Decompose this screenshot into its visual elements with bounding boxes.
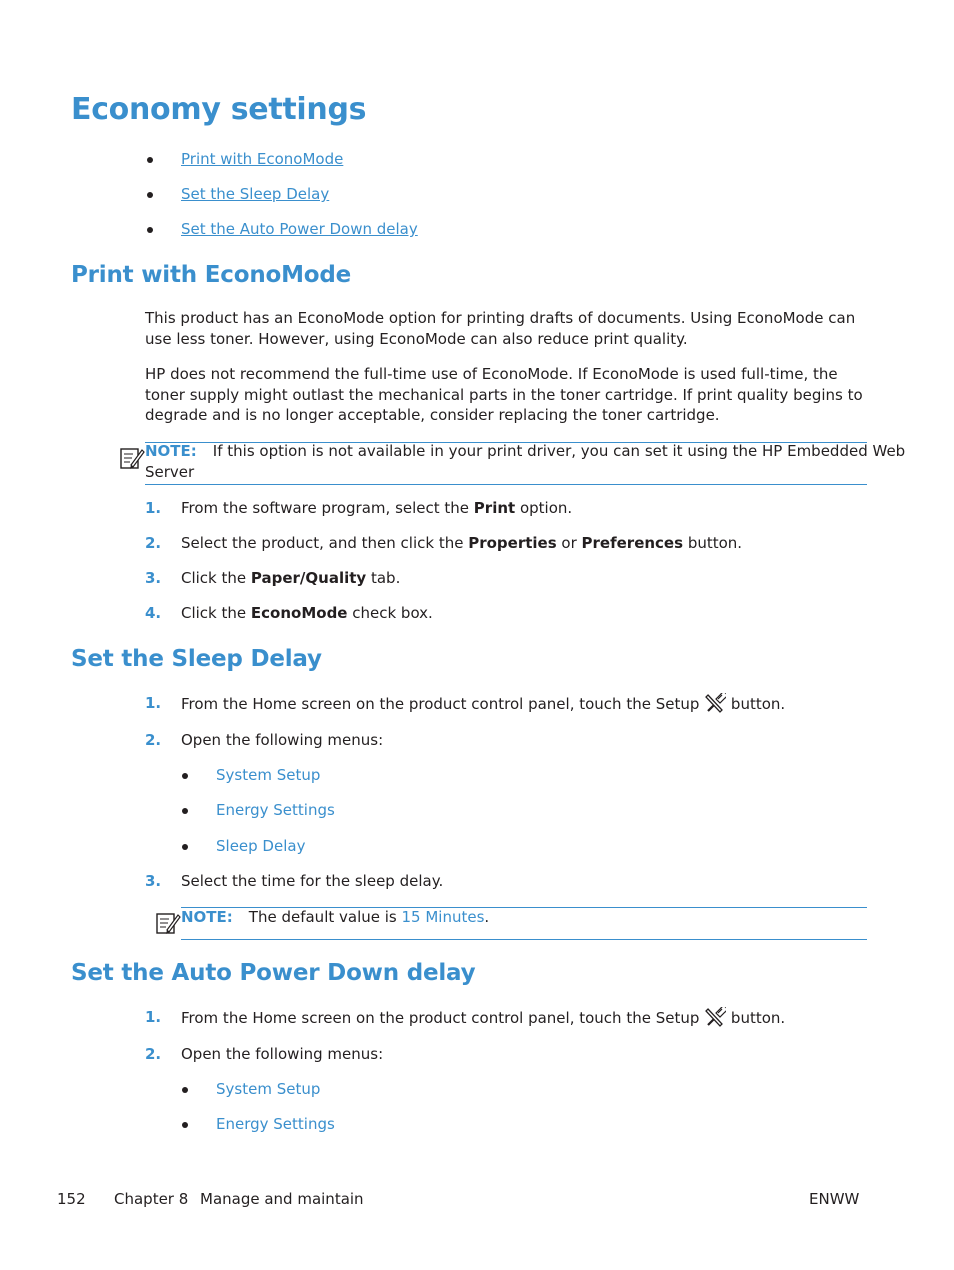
chapter-title: Manage and maintain <box>200 1190 364 1208</box>
page-number: 152 <box>57 1190 86 1208</box>
step-number: 1. <box>145 1008 162 1026</box>
bullet-icon <box>182 808 188 814</box>
menu-item-energy-settings: Energy Settings <box>216 801 335 819</box>
step-text: Select the product, and then click the Properties or Preferences button. <box>181 534 743 552</box>
bullet-icon <box>147 157 153 163</box>
note-line-2: Server <box>145 463 195 481</box>
page-title: Economy settings <box>71 92 367 127</box>
chapter-label: Chapter 8 <box>114 1190 189 1208</box>
note-bottom-rule <box>181 939 867 940</box>
setup-wrench-icon <box>704 693 726 713</box>
step-number: 2. <box>145 1045 162 1063</box>
note-line-1 <box>145 441 905 461</box>
step-number: 2. <box>145 731 162 749</box>
note-bottom-rule <box>145 484 867 485</box>
step-text: From the software program, select the Print option. <box>181 499 573 517</box>
menu-item-energy-settings: Energy Settings <box>216 1115 335 1133</box>
step-number: 3. <box>145 872 162 890</box>
bullet-icon <box>182 1087 188 1093</box>
economode-paragraph-1: This product has an EconoMode option for printing drafts of documents. Using EconoMode can use less toner. However, using EconoMode can also reduce print quality. <box>145 309 856 348</box>
step-number: 1. <box>145 694 162 712</box>
step-text: Click the Paper/Quality tab. <box>181 569 401 587</box>
note-line: NOTE: The default value is 15 Minutes. <box>181 908 490 926</box>
bullet-icon <box>147 192 153 198</box>
note-label: NOTE: <box>145 442 197 460</box>
step-text: From the Home screen on the product control panel, touch the Setup button. <box>181 693 785 714</box>
bullet-icon <box>182 773 188 779</box>
note-icon <box>119 445 145 471</box>
footer-enww: ENWW <box>809 1190 860 1208</box>
toc-link-economode[interactable]: Print with EconoMode <box>181 150 344 168</box>
step-text: From the Home screen on the product control panel, touch the Setup button. <box>181 1007 785 1028</box>
section-heading-sleep-delay: Set the Sleep Delay <box>71 646 322 672</box>
setup-wrench-icon <box>704 1007 726 1027</box>
default-value: 15 Minutes <box>401 908 485 926</box>
menu-item-system-setup: System Setup <box>216 766 321 784</box>
economode-paragraph-2: HP does not recommend the full-time use of EconoMode. If EconoMode is used full-time, the toner supply might outlast the mechanical parts in the toner cartridge. If print quality begins to degrade and is no longer acceptable, consider replacing the toner cartridge. <box>145 365 863 424</box>
section-heading-auto-power-down: Set the Auto Power Down delay <box>71 960 476 986</box>
toc-link-auto-power-down[interactable]: Set the Auto Power Down delay <box>181 220 418 238</box>
step-text: Select the time for the sleep delay. <box>181 872 444 890</box>
bullet-icon <box>182 1122 188 1128</box>
toc-link-sleep-delay[interactable]: Set the Sleep Delay <box>181 185 330 203</box>
bullet-icon <box>182 844 188 850</box>
step-number: 4. <box>145 604 162 622</box>
menu-item-system-setup: System Setup <box>216 1080 321 1098</box>
step-number: 1. <box>145 499 162 517</box>
step-number: 2. <box>145 534 162 552</box>
step-number: 3. <box>145 569 162 587</box>
note-text: If this option is not available in your print driver, you can set it using the HP Embedded Web <box>212 442 906 460</box>
section-heading-economode: Print with EconoMode <box>71 262 352 288</box>
bullet-icon <box>147 227 153 233</box>
step-text: Click the EconoMode check box. <box>181 604 433 622</box>
note-icon <box>155 910 181 936</box>
step-text: Open the following menus: <box>181 1045 384 1063</box>
menu-item-sleep-delay: Sleep Delay <box>216 837 306 855</box>
step-text: Open the following menus: <box>181 731 384 749</box>
